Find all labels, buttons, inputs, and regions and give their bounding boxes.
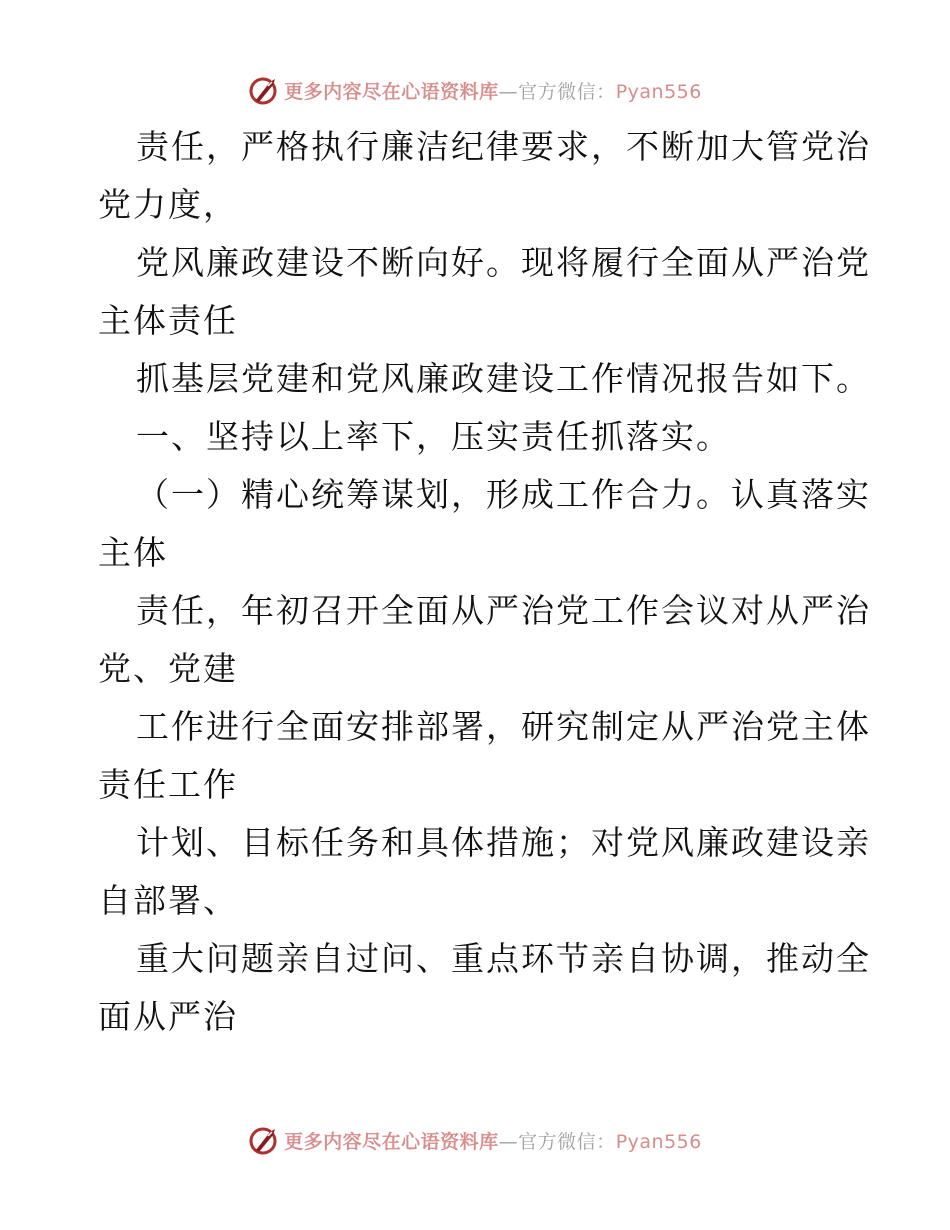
banner-site: 更多内容尽在心语资料库 <box>284 80 499 103</box>
text-line: 党、党建 <box>98 649 238 688</box>
banner-wechat-id: Pyan556 <box>615 1130 702 1153</box>
pen-logo-icon <box>248 1124 280 1156</box>
banner-site: 更多内容尽在心语资料库 <box>284 1130 499 1153</box>
banner-wechat-id: Pyan556 <box>615 80 702 103</box>
banner-label: 官方微信： <box>518 1130 616 1153</box>
banner-separator: — <box>498 80 519 103</box>
pen-logo-icon <box>248 74 280 106</box>
text-line: （一）精心统筹谋划，形成工作合力。认真落实 <box>136 475 871 514</box>
text-line: 主体责任 <box>98 301 238 340</box>
banner-text <box>284 77 702 104</box>
text-line: 责任，严格执行廉洁纪律要求，不断加大管党治 <box>136 127 871 166</box>
document-body <box>98 118 871 1046</box>
banner-separator: — <box>498 1130 519 1153</box>
text-line: 责任，年初召开全面从严治党工作会议对从严治 <box>136 591 871 630</box>
text-line: 责任工作 <box>98 765 238 804</box>
banner-label: 官方微信： <box>518 80 616 103</box>
text-line: 重大问题亲自过问、重点环节亲自协调，推动全 <box>136 939 871 978</box>
text-line: 计划、目标任务和具体措施；对党风廉政建设亲 <box>136 823 871 862</box>
text-line: 党风廉政建设不断向好。现将履行全面从严治党 <box>136 243 871 282</box>
text-line: 面从严治 <box>98 997 238 1036</box>
text-line: 党力度， <box>98 185 238 224</box>
banner-text <box>284 1127 702 1154</box>
text-line: 抓基层党建和党风廉政建设工作情况报告如下。 <box>136 359 871 398</box>
text-line: 主体 <box>98 533 168 572</box>
text-line: 工作进行全面安排部署，研究制定从严治党主体 <box>136 707 871 746</box>
footer-watermark-banner <box>0 1120 950 1160</box>
text-line: 一、坚持以上率下，压实责任抓落实。 <box>136 417 731 456</box>
header-watermark-banner <box>0 70 950 110</box>
text-line: 自部署、 <box>98 881 238 920</box>
